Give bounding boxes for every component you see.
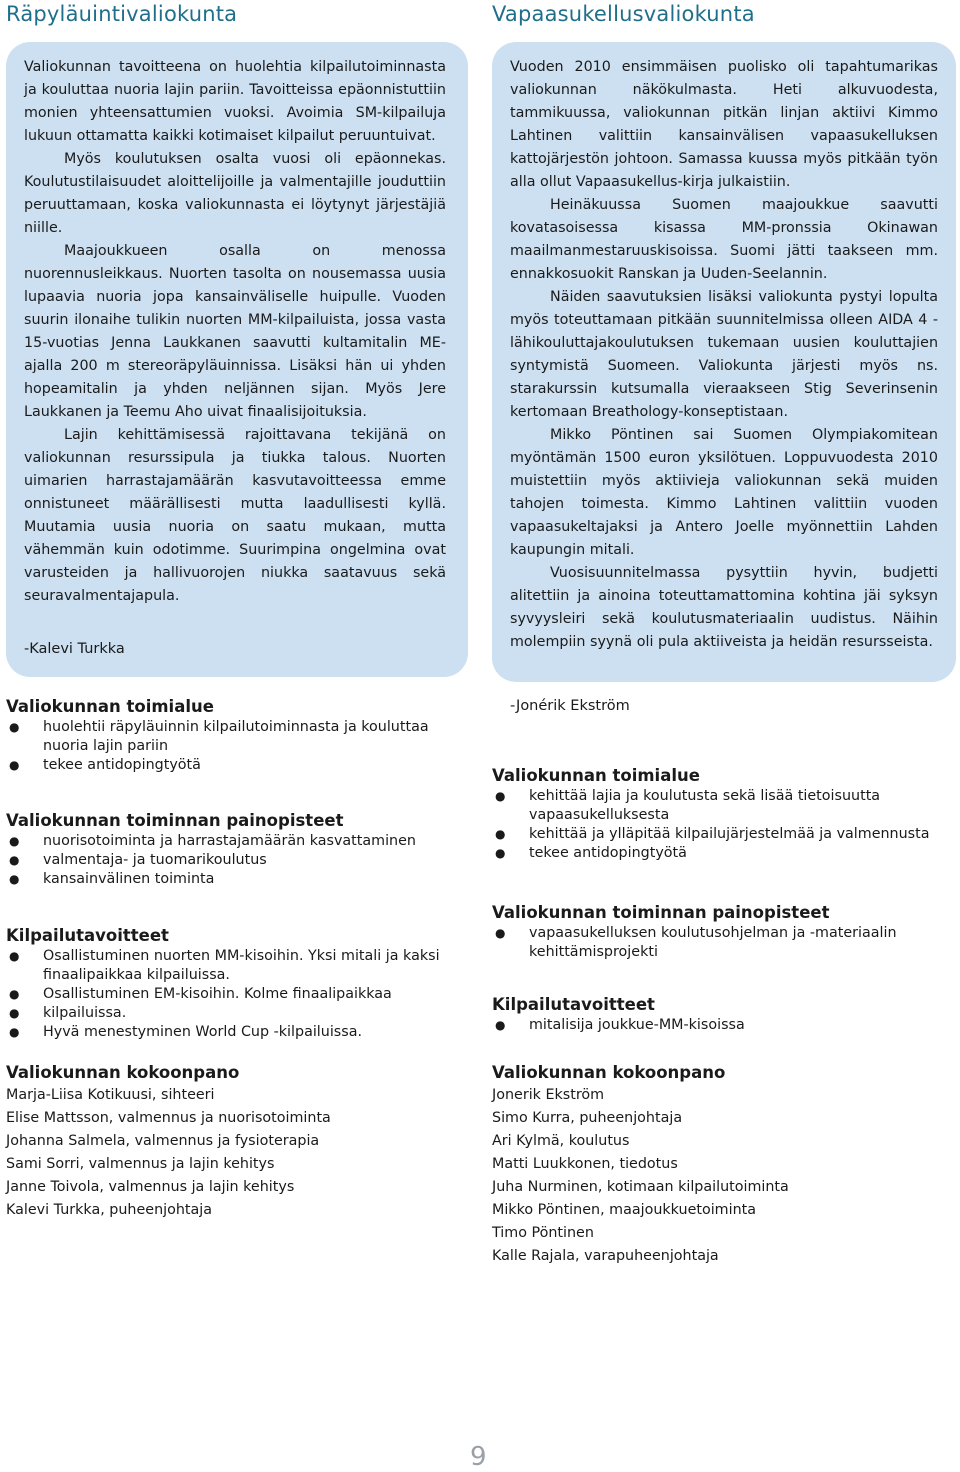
bullet-icon: ●: [9, 949, 20, 963]
list-item: ● tekee antidopingtyötä: [495, 845, 687, 861]
bullet-icon: ●: [9, 1025, 20, 1039]
right-paragraph-3: Näiden saavutuksien lisäksi valiokunta pystyi lopulta myös toteuttamaan pitkään suunnitelmissa olleen AIDA 4 -lähikouluttajakoulutuksen tukemaan uusien kouluttajien syntymistä Suomeen. Valiokunta järjesti myös ns. starakurssin kutsumalla vieraakseen Stig Severinsenin kertomaan Breathology-konseptistaan.: [510, 289, 938, 420]
right-kokoonpano-heading: Valiokunnan kokoonpano: [492, 1063, 726, 1082]
bullet-icon: ●: [495, 789, 506, 803]
member-item: Johanna Salmela, valmennus ja fysioterapia: [6, 1133, 320, 1149]
left-paragraph-4: Lajin kehittämisessä rajoittavana tekijänä on valiokunnan resurssipula ja tiukka talous. Nuorten uimarien harrastajamäärän kasvutavoitteessa emme onnistuneet määrällisesti mutta laadullisesti kyllä. Muutamia uusia nuoria on saatu mukaan, mutta vähemmän kuin odotimme. Suurimpina ongelmina ovat varusteiden ja hallivuorojen niukka saatavuus sekä seuravalmentajapula.: [24, 427, 446, 604]
left-toimiala-heading: Valiokunnan toimialue: [6, 697, 214, 716]
left-kilpailutavoitteet-section: [6, 925, 466, 1042]
left-signature: -Kalevi Turkka: [24, 641, 125, 657]
member-item: Matti Luukkonen, tiedotus: [492, 1156, 678, 1172]
bullet-icon: ●: [495, 926, 506, 940]
right-toimiala-section: [492, 765, 948, 863]
list-item: ● Hyvä menestyminen World Cup -kilpailuissa.: [9, 1024, 363, 1040]
bullet-icon: ●: [9, 720, 20, 734]
right-kilpailutavoitteet-heading: Kilpailutavoitteet: [492, 995, 655, 1014]
list-item: ● mitalisija joukkue-MM-kisoissa: [495, 1017, 745, 1033]
member-item: Kalle Rajala, varapuheenjohtaja: [492, 1248, 719, 1264]
left-kokoonpano-heading: Valiokunnan kokoonpano: [6, 1063, 240, 1082]
left-painopisteet-heading: Valiokunnan toiminnan painopisteet: [6, 811, 344, 830]
list-item: ● kehittää ja ylläpitää kilpailujärjestelmää ja valmennusta: [495, 826, 930, 842]
right-paragraph-1: Vuoden 2010 ensimmäisen puolisko oli tapahtumarikas valiokunnan näkökulmasta. Heti alkuvuodesta, tammikuussa, valiokunnan pitkän linjan aktiivi Kimmo Lahtinen valittiin kansainvälisen vapaasukelluksen kattojärjestön johtoon. Samassa kuussa myös pitkään työn alla ollut Vapaasukellus-kirja julkaistiin.: [510, 59, 938, 190]
right-paragraph-4: Mikko Pöntinen sai Suomen Olympiakomitean myöntämän 1500 euron yksilötuen. Loppuvuodesta 2010 muistettiin myös aktiivieja valiokunnan sekä muiden tahojen toimesta. Kimmo Lahtinen valittiin vuoden vapaasukeltajaksi ja Antero Joelle myönnettiin Lahden kaupungin mitali.: [510, 427, 938, 558]
bullet-icon: ●: [9, 987, 20, 1001]
right-painopisteet-heading: Valiokunnan toiminnan painopisteet: [492, 903, 830, 922]
list-item: ● vapaasukelluksen koulutusohjelman ja -materiaalin kehittämisprojekti: [495, 925, 897, 960]
bullet-icon: ●: [9, 834, 20, 848]
list-item: ● Osallistuminen EM-kisoihin. Kolme finaalipaikkaa: [9, 986, 392, 1002]
right-toimiala-heading: Valiokunnan toimialue: [492, 766, 700, 785]
right-paragraph-5: Vuosisuunnitelmassa pysyttiin hyvin, budjetti alitettiin ja ainoina toteuttamattomina kohtina jäi syksyn syvyysleiri sekä koulutusmateriaalin uudistus. Näihin molempiin syynä oli pula aktiiveista ja heidän resursseista.: [510, 565, 938, 650]
list-item: ● nuorisotoiminta ja harrastajamäärän kasvattaminen: [9, 833, 416, 849]
list-item: ● tekee antidopingtyötä: [9, 757, 201, 773]
bullet-icon: ●: [495, 846, 506, 860]
right-column-title: Vapaasukellusvaliokunta: [492, 2, 755, 26]
member-item: Simo Kurra, puheenjohtaja: [492, 1110, 683, 1126]
right-kilpailutavoitteet-section: [492, 994, 948, 1035]
member-item: Juha Nurminen, kotimaan kilpailutoiminta: [492, 1179, 789, 1195]
right-report-box: [492, 42, 956, 682]
page-number: 9: [470, 1442, 487, 1472]
list-item: ● Osallistuminen nuorten MM-kisoihin. Yksi mitali ja kaksi finaalipaikkaa kilpailuissa.: [9, 948, 440, 983]
left-kilpailutavoitteet-heading: Kilpailutavoitteet: [6, 926, 169, 945]
left-report-box: [6, 42, 468, 677]
left-column-title: Räpyläuintivaliokunta: [6, 2, 238, 26]
member-item: Kalevi Turkka, puheenjohtaja: [6, 1202, 213, 1218]
bullet-icon: ●: [9, 853, 20, 867]
member-item: Jonerik Ekström: [492, 1087, 605, 1103]
right-signature: -Jonérik Ekström: [510, 698, 630, 714]
member-item: Sami Sorri, valmennus ja lajin kehitys: [6, 1156, 275, 1172]
bullet-icon: ●: [9, 872, 20, 886]
bullet-icon: ●: [495, 827, 506, 841]
left-toimiala-section: [6, 696, 466, 775]
right-paragraph-2: Heinäkuussa Suomen maajoukkue saavutti kovatasoisessa kisassa MM-pronssia Okinawan maailmanmestaruuskisoissa. Suomi jätti taakseen mm. ennakkosuokit Ranskan ja Uuden-Seelannin.: [510, 197, 938, 282]
member-item: Ari Kylmä, koulutus: [492, 1133, 630, 1149]
member-item: Marja-Liisa Kotikuusi, sihteeri: [6, 1087, 215, 1103]
list-item: ● kehittää lajia ja koulutusta sekä lisää tietoisuutta vapaasukelluksesta: [495, 788, 881, 823]
list-item: ● valmentaja- ja tuomarikoulutus: [9, 852, 267, 868]
list-item: ● huolehtii räpyläuinnin kilpailutoiminnasta ja kouluttaa nuoria lajin pariin: [9, 719, 429, 754]
member-item: Elise Mattsson, valmennus ja nuorisotoiminta: [6, 1110, 331, 1126]
left-paragraph-3: Maajoukkueen osalla on menossa nuorennusleikkaus. Nuorten tasolta on nousemassa uusia lupaavia nuoria jopa kansainväliselle huipulle. Vuoden suurin ilonaihe tulikin nuorten MM-kilpailuista, jossa vasta 15-vuotias Jenna Laukkanen saavutti kultamitalin ME-ajalla 200 m stereoräpyläuinnissa. Lisäksi hän ui yhden hopeamitalin ja yhden neljännen sijan. Myös Jere Laukkanen ja Teemu Aho uivat finaalisijoituksia.: [24, 243, 446, 420]
bullet-icon: ●: [495, 1018, 506, 1032]
left-kokoonpano-section: [6, 1062, 466, 1222]
left-paragraph-1: Valiokunnan tavoitteena on huolehtia kilpailutoiminnasta ja kouluttaa nuoria lajin pariin. Tavoitteissa epäonnistuttiin monien yhteensattumien vuoksi. Avoimia SM-kilpailuja lukuun ottamatta kaikki kotimaiset kilpailut peruuntuivat.: [24, 59, 446, 144]
right-painopisteet-section: [492, 902, 948, 962]
right-kokoonpano-section: [492, 1062, 948, 1268]
list-item: ● kansainvälinen toiminta: [9, 871, 215, 887]
left-painopisteet-section: [6, 810, 466, 889]
bullet-icon: ●: [9, 1006, 20, 1020]
member-item: Janne Toivola, valmennus ja lajin kehitys: [6, 1179, 295, 1195]
member-item: Mikko Pöntinen, maajoukkuetoiminta: [492, 1202, 757, 1218]
bullet-icon: ●: [9, 758, 20, 772]
left-paragraph-2: Myös koulutuksen osalta vuosi oli epäonnekas. Koulutustilaisuudet aloittelijoille ja valmentajille jouduttiin peruuttamaan, koska valiokunnasta ei löytynyt järjestäjiä niille.: [24, 151, 446, 236]
list-item: ● kilpailuissa.: [9, 1005, 127, 1021]
member-item: Timo Pöntinen: [492, 1225, 594, 1241]
